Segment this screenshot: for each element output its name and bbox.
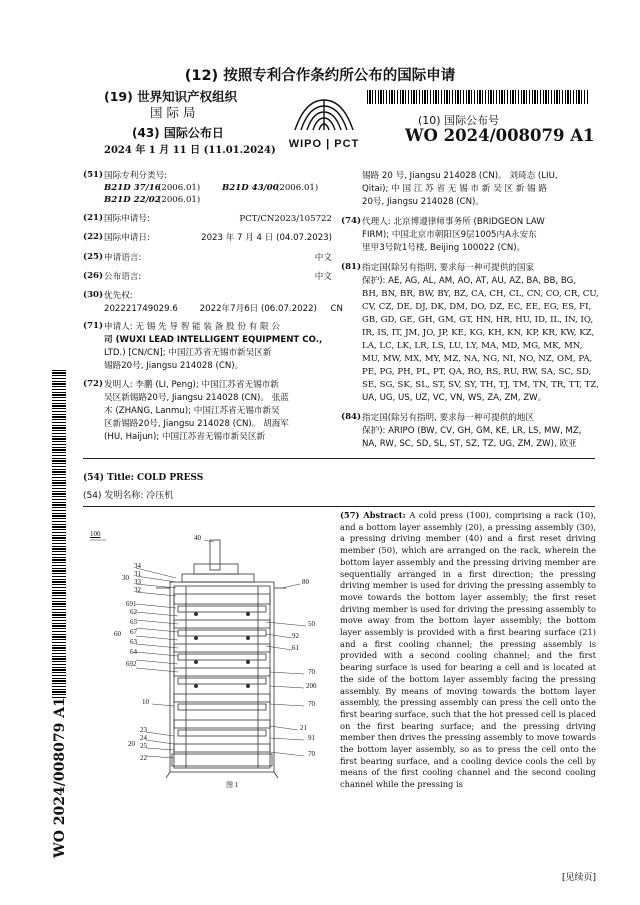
publication-language: 中文 bbox=[314, 272, 332, 282]
publication-number-label: (10) 国际公布号 bbox=[418, 114, 500, 127]
publication-number: WO 2024/008079 A1 bbox=[405, 126, 595, 145]
ref-30: 30 bbox=[122, 574, 129, 582]
ref-70-c: 70 bbox=[308, 750, 315, 758]
inventor-cont-line-2: Qitai); 中 国 江 苏 省 无 锡 市 新 吴 区 新 锡 路 bbox=[362, 184, 547, 194]
ref-200: 200 bbox=[306, 682, 317, 690]
organization-bureau: 国 际 局 bbox=[150, 105, 196, 120]
ref-31: 31 bbox=[134, 570, 141, 578]
priority-data: 202221749029.6 2022年7月6日 (06.07.2022) CN bbox=[104, 304, 343, 314]
application-number-label: 国际申请号: bbox=[104, 214, 150, 224]
regional-states-line-2: 保护): ARIPO (BW, CV, GH, GM, KE, LR, LS, MW, MZ, bbox=[362, 426, 582, 436]
ref-22: 22 bbox=[140, 754, 147, 762]
ipc-date-2: (2006.01) bbox=[276, 183, 319, 193]
inventor-cont-line-3: 20号, Jiangsu 214028 (CN)。 bbox=[362, 197, 485, 207]
organization-name: (19) 世界知识产权组织 bbox=[104, 89, 238, 104]
ref-692: 692 bbox=[126, 660, 137, 668]
priority-label: 优先权: bbox=[104, 291, 133, 301]
ref-60: 60 bbox=[114, 630, 121, 638]
ref-92: 92 bbox=[292, 632, 299, 640]
ref-40: 40 bbox=[194, 534, 201, 542]
abstract-text: A cold press (100), comprising a rack (10), and a bottom layer assembly (20), a pressing assembly (30), a pressing driving member (40) and a first reset driving member (50), which are arranged on the rack, wherein the bottom layer assembly and the pressing driving member are sequentially arranged in a first direction; the pressing driving member is used for driving the pressing assembly to move towards the bottom layer assembly; the first reset driving member is used for driving the pressing assembly to move away from the bottom layer assembly; the bottom layer assembly is provided with a first bearing surface (21) and a first cooling channel; the pressing assembly is provided with a second cooling channel; and the first bearing surface is used for bearing a cell and is located at the side of the bottom layer assembly facing the pressing assembly. By means of moving towards the bottom layer assembly, the pressing assembly can press the cell onto the first bearing surface, such that the hot pressed cell is placed on the first bearing surface; and the pressing driving member then drives the pressing assembly to move towards the bottom layer assembly, so as to press the cell onto the first bearing surface, and a cooling device cools the cell by means of the first cooling channel and the second cooling channel while the pressing is bbox=[340, 510, 597, 790]
abstract-label: (57) Abstract: bbox=[340, 510, 406, 520]
inventors-line-1: 发明人: 李鹏 (LI, Peng); 中国江苏省无锡市新 bbox=[104, 380, 279, 390]
document-title: (12) 按照专利合作条约所公布的国际申请 bbox=[184, 68, 456, 84]
cold-press-drawing bbox=[86, 526, 331, 796]
applicant-line-4: 锡路20号, Jiangsu 214028 (CN)。 bbox=[104, 361, 244, 371]
designated-states-line-7: LA, LC, LK, LR, LS, LU, LY, MA, MD, MG, MK, MN, bbox=[362, 341, 583, 351]
wipo-logo bbox=[283, 96, 365, 152]
ref-63: 63 bbox=[130, 638, 137, 646]
ref-10: 10 bbox=[142, 698, 149, 706]
ipc-date-1: (2006.01) bbox=[158, 183, 201, 193]
regional-states-line-1: 指定国(除另有指明, 要求每一种可提供的地区 bbox=[362, 413, 535, 423]
ref-65: 65 bbox=[130, 618, 137, 626]
ref-33: 33 bbox=[134, 578, 141, 586]
ipc-label: 国际专利分类号: bbox=[104, 171, 168, 181]
agent-line-3: 里甲3号院1号楼, Beijing 100022 (CN)。 bbox=[362, 243, 526, 253]
publication-date-label: (43) 国际公布日 bbox=[132, 126, 224, 140]
ref-67: 67 bbox=[130, 628, 137, 636]
designated-states-line-9: PE, PG, PH, PL, PT, QA, RO, RS, RU, RW, SA, SC, SD, bbox=[362, 367, 592, 377]
ref-100: 100 bbox=[90, 530, 101, 538]
designated-states-line-5: GB, GD, GE, GH, GM, GT, HN, HR, HU, ID, IL, IN, IQ, bbox=[362, 315, 594, 325]
ipc-code-2: B21D 43/00 bbox=[222, 183, 279, 193]
ref-24: 24 bbox=[140, 734, 147, 742]
filing-date-label: 国际申请日: bbox=[104, 233, 150, 243]
applicant-line-3: LTD.) [CN/CN]; 中国江苏省无锡市新吴区新 bbox=[104, 348, 272, 358]
designated-states-line-3: BH, BN, BR, BW, BY, BZ, CA, CH, CL, CN, CO, CR, CU, bbox=[362, 289, 599, 299]
ref-20: 20 bbox=[128, 740, 135, 748]
wipo-logo-text: WIPO | PCT bbox=[288, 138, 360, 150]
ref-64: 64 bbox=[130, 648, 137, 656]
designated-states-line-2: 保护): AE, AG, AL, AM, AO, AT, AU, AZ, BA, BB, BG, bbox=[362, 276, 577, 286]
agent-line-1: 代理人: 北京博遵律师事务所 (BRIDGEON LAW bbox=[362, 217, 545, 227]
ref-50: 50 bbox=[308, 620, 315, 628]
application-number: PCT/CN2023/105722 bbox=[239, 214, 332, 224]
abstract bbox=[340, 510, 596, 791]
inventor-cont-line-1: 锡路 20 号, Jiangsu 214028 (CN)。 刘琦态 (LIU, bbox=[362, 171, 558, 181]
figure-caption: 图 1 bbox=[226, 781, 239, 789]
publication-barcode bbox=[367, 90, 589, 104]
ipc-code-3: B21D 22/02 bbox=[104, 195, 161, 205]
regional-states-line-3: NA, RW, SC, SD, SL, ST, SZ, TZ, UG, ZM, ZW), 欧亚 bbox=[362, 439, 577, 449]
filing-date: 2023 年 7 月 4 日 (04.07.2023) bbox=[201, 233, 332, 243]
ref-34: 34 bbox=[134, 562, 141, 570]
agent-line-2: FIRM); 中国北京市朝阳区9层1005内A永安东 bbox=[362, 230, 537, 240]
designated-states-line-1: 指定国(除另有指明, 要求每一种可提供的国家 bbox=[362, 263, 535, 273]
ref-61: 61 bbox=[292, 644, 299, 652]
title-chinese: (54) 发明名称: 冷压机 bbox=[83, 491, 174, 501]
filing-language: 中文 bbox=[314, 253, 332, 263]
applicant-line-2: 司 (WUXI LEAD INTELLIGENT EQUIPMENT CO., bbox=[104, 335, 323, 345]
inventors-line-4: 区新锡路20号, Jiangsu 214028 (CN)。 胡海军 bbox=[104, 419, 289, 429]
wipo-emblem-icon bbox=[283, 96, 365, 136]
ref-691: 691 bbox=[126, 600, 137, 608]
ipc-date-3: (2006.01) bbox=[158, 195, 201, 205]
title-english: (54) Title: COLD PRESS bbox=[83, 473, 204, 483]
ref-91: 91 bbox=[308, 734, 315, 742]
filing-language-label: 申请语言: bbox=[104, 253, 142, 263]
designated-states-line-6: IR, IS, IT, JM, JO, JP, KE, KG, KH, KN, KP, KR, KW, KZ, bbox=[362, 328, 595, 338]
ref-25: 25 bbox=[140, 742, 147, 750]
continued-note: [见续页] bbox=[561, 873, 596, 883]
ref-70-a: 70 bbox=[308, 668, 315, 676]
designated-states-line-11: UA, UG, US, UZ, VC, VN, WS, ZA, ZM, ZW。 bbox=[362, 393, 547, 403]
ref-62: 62 bbox=[130, 608, 137, 616]
ref-23: 23 bbox=[140, 726, 147, 734]
applicant-line-1: 申请人: 无 锡 先 导 智 能 装 备 股 份 有 限 公 bbox=[104, 322, 280, 332]
inventors-line-3: 木 (ZHANG, Lanmu); 中国江苏省无锡市新吴 bbox=[104, 406, 280, 416]
side-publication-number: WO 2024/008079 A1 bbox=[52, 697, 68, 858]
designated-states-line-10: SE, SG, SK, SL, ST, SV, SY, TH, TJ, TM, TN, TR, TT, TZ, bbox=[362, 380, 599, 390]
ref-80: 80 bbox=[302, 578, 309, 586]
designated-states-line-4: CV, CZ, DE, DJ, DK, DM, DO, DZ, EC, EE, EG, ES, FI, bbox=[362, 302, 592, 312]
separator-line bbox=[83, 458, 595, 459]
designated-states-line-8: MU, MW, MX, MY, MZ, NA, NG, NI, NO, NZ, OM, PA, bbox=[362, 354, 593, 364]
separator-line-2 bbox=[83, 506, 595, 507]
ref-21: 21 bbox=[300, 724, 307, 732]
ref-70-b: 70 bbox=[308, 700, 315, 708]
inventors-line-2: 吴区新锡路20号, Jiangsu 214028 (CN)。 张蓝 bbox=[104, 393, 289, 403]
publication-date: 2024 年 1 月 11 日 (11.01.2024) bbox=[104, 145, 276, 156]
patent-figure bbox=[86, 526, 331, 796]
ipc-code-1: B21D 37/16 bbox=[104, 183, 161, 193]
ref-32: 32 bbox=[134, 586, 141, 594]
inventors-line-5: (HU, Haijun); 中国江苏省无锡市新吴区新 bbox=[104, 432, 266, 442]
side-barcode bbox=[52, 370, 66, 700]
publication-language-label: 公布语言: bbox=[104, 272, 142, 282]
